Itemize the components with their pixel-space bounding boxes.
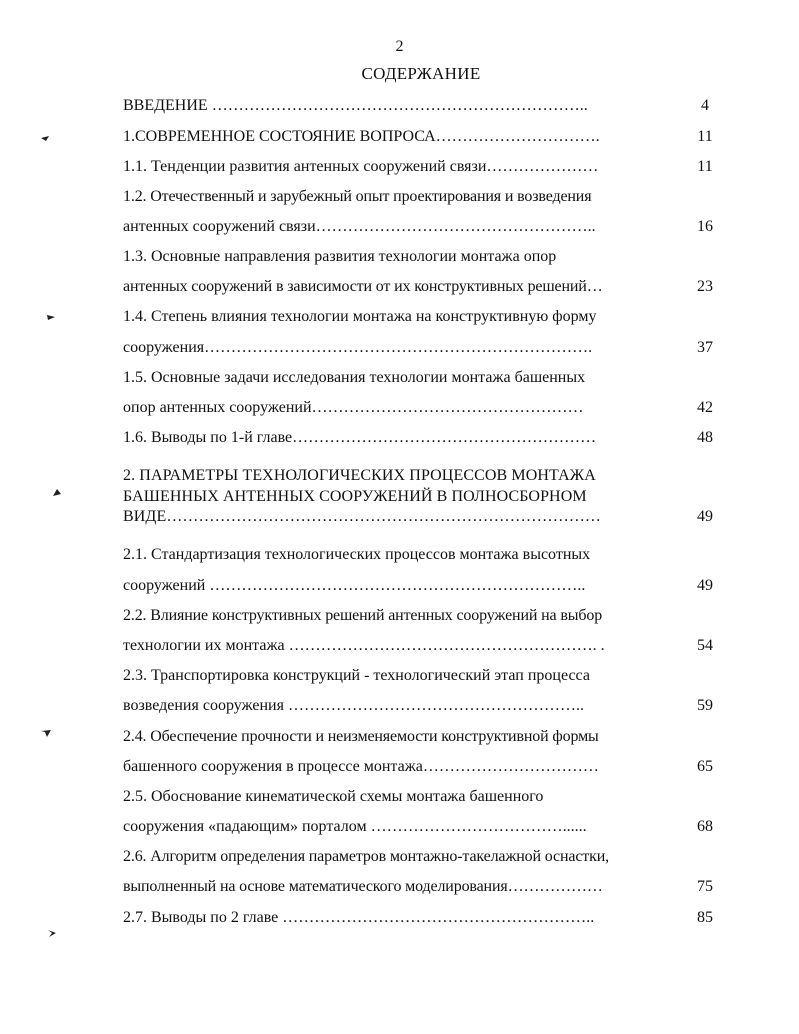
toc-line: технологии их монтажа …………………………………………………. . <box>123 637 605 654</box>
toc-page: 49 <box>697 577 713 594</box>
toc-page: 23 <box>697 278 713 295</box>
toc-page: 49 <box>697 508 713 525</box>
toc-line: возведения сооружения ……………………………………………….. <box>123 697 584 714</box>
toc-line: 2.4. Обеспечение прочности и неизменяемости конструктивной формы <box>123 728 599 745</box>
toc-page: 59 <box>697 697 713 714</box>
toc-page: 75 <box>697 878 713 895</box>
toc-line: 2.1. Стандартизация технологических процессов монтажа высотных <box>123 546 591 563</box>
toc-line: башенного сооружения в процессе монтажа…………………………… <box>123 758 599 775</box>
toc-line: ВВЕДЕНИЕ …………………………………………………………….. <box>123 97 588 114</box>
toc-line: 1.3. Основные направления развития технологии монтажа опор <box>123 248 557 265</box>
toc-line: антенных сооружений в зависимости от их конструктивных решений… <box>123 278 603 295</box>
toc-page: 16 <box>697 218 713 235</box>
toc-line: 1.1. Тенденции развития антенных сооружений связи………………… <box>123 158 599 175</box>
toc-page: 85 <box>697 909 713 926</box>
toc-line: 2.5. Обоснование кинематической схемы монтажа башенного <box>123 788 544 805</box>
toc-line: сооружений …………………………………………………………….. <box>123 577 586 594</box>
toc-page: 37 <box>697 339 713 356</box>
page-title: СОДЕРЖАНИЕ <box>361 64 481 83</box>
toc-line: сооружения………………………………………………………………. <box>123 339 593 356</box>
toc-line: 1.6. Выводы по 1-й главе………………………………………………… <box>123 429 597 446</box>
toc-page: 4 <box>701 97 709 114</box>
toc-line: 1.СОВРЕМЕННОЕ СОСТОЯНИЕ ВОПРОСА…………………………. <box>123 128 600 145</box>
scan-speck-icon <box>52 488 62 498</box>
toc-line: 2.3. Транспортировка конструкций - технологический этап процесса <box>123 667 590 684</box>
toc-page: 68 <box>697 818 713 835</box>
toc-page: 54 <box>697 637 713 654</box>
toc-line: антенных сооружений связи…………………………………………….. <box>123 218 596 235</box>
toc-page: 42 <box>697 399 713 416</box>
scan-speck-icon <box>46 928 58 938</box>
toc-line: ВИДЕ……………………………………………………………………… <box>123 508 602 525</box>
toc-page: 11 <box>697 158 713 175</box>
page-number: 2 <box>395 38 404 55</box>
toc-line: 1.4. Степень влияния технологии монтажа на конструктивную форму <box>123 308 597 325</box>
toc-line: 2.2. Влияние конструктивных решений антенных сооружений на выбор <box>123 607 603 624</box>
toc-line: 1.5. Основные задачи исследования технологии монтажа башенных <box>123 369 586 386</box>
toc-line: 2.6. Алгоритм определения параметров монтажно-такелажной оснастки, <box>123 848 610 865</box>
scan-speck-icon <box>40 728 52 738</box>
scan-speck-icon <box>46 313 56 321</box>
toc-line: 2.7. Выводы по 2 главе ………………………………………………….. <box>123 909 595 926</box>
toc-line: БАШЕННЫХ АНТЕННЫХ СООРУЖЕНИЙ В ПОЛНОСБОРНОМ <box>123 488 587 505</box>
toc-line: выполненный на основе математического моделирования……………… <box>123 878 603 895</box>
toc-page: 48 <box>697 429 713 446</box>
toc-line: 2. ПАРАМЕТРЫ ТЕХНОЛОГИЧЕСКИХ ПРОЦЕССОВ МОНТАЖА <box>123 467 596 484</box>
toc-page: 11 <box>697 128 713 145</box>
toc-page: 65 <box>697 758 713 775</box>
toc-line: сооружения «падающим» порталом ………………………………...... <box>123 818 587 835</box>
scan-speck-icon <box>40 134 50 142</box>
toc-line: 1.2. Отечественный и зарубежный опыт проектирования и возведения <box>123 188 592 205</box>
toc-line: опор антенных сооружений…………………………………………… <box>123 399 584 416</box>
